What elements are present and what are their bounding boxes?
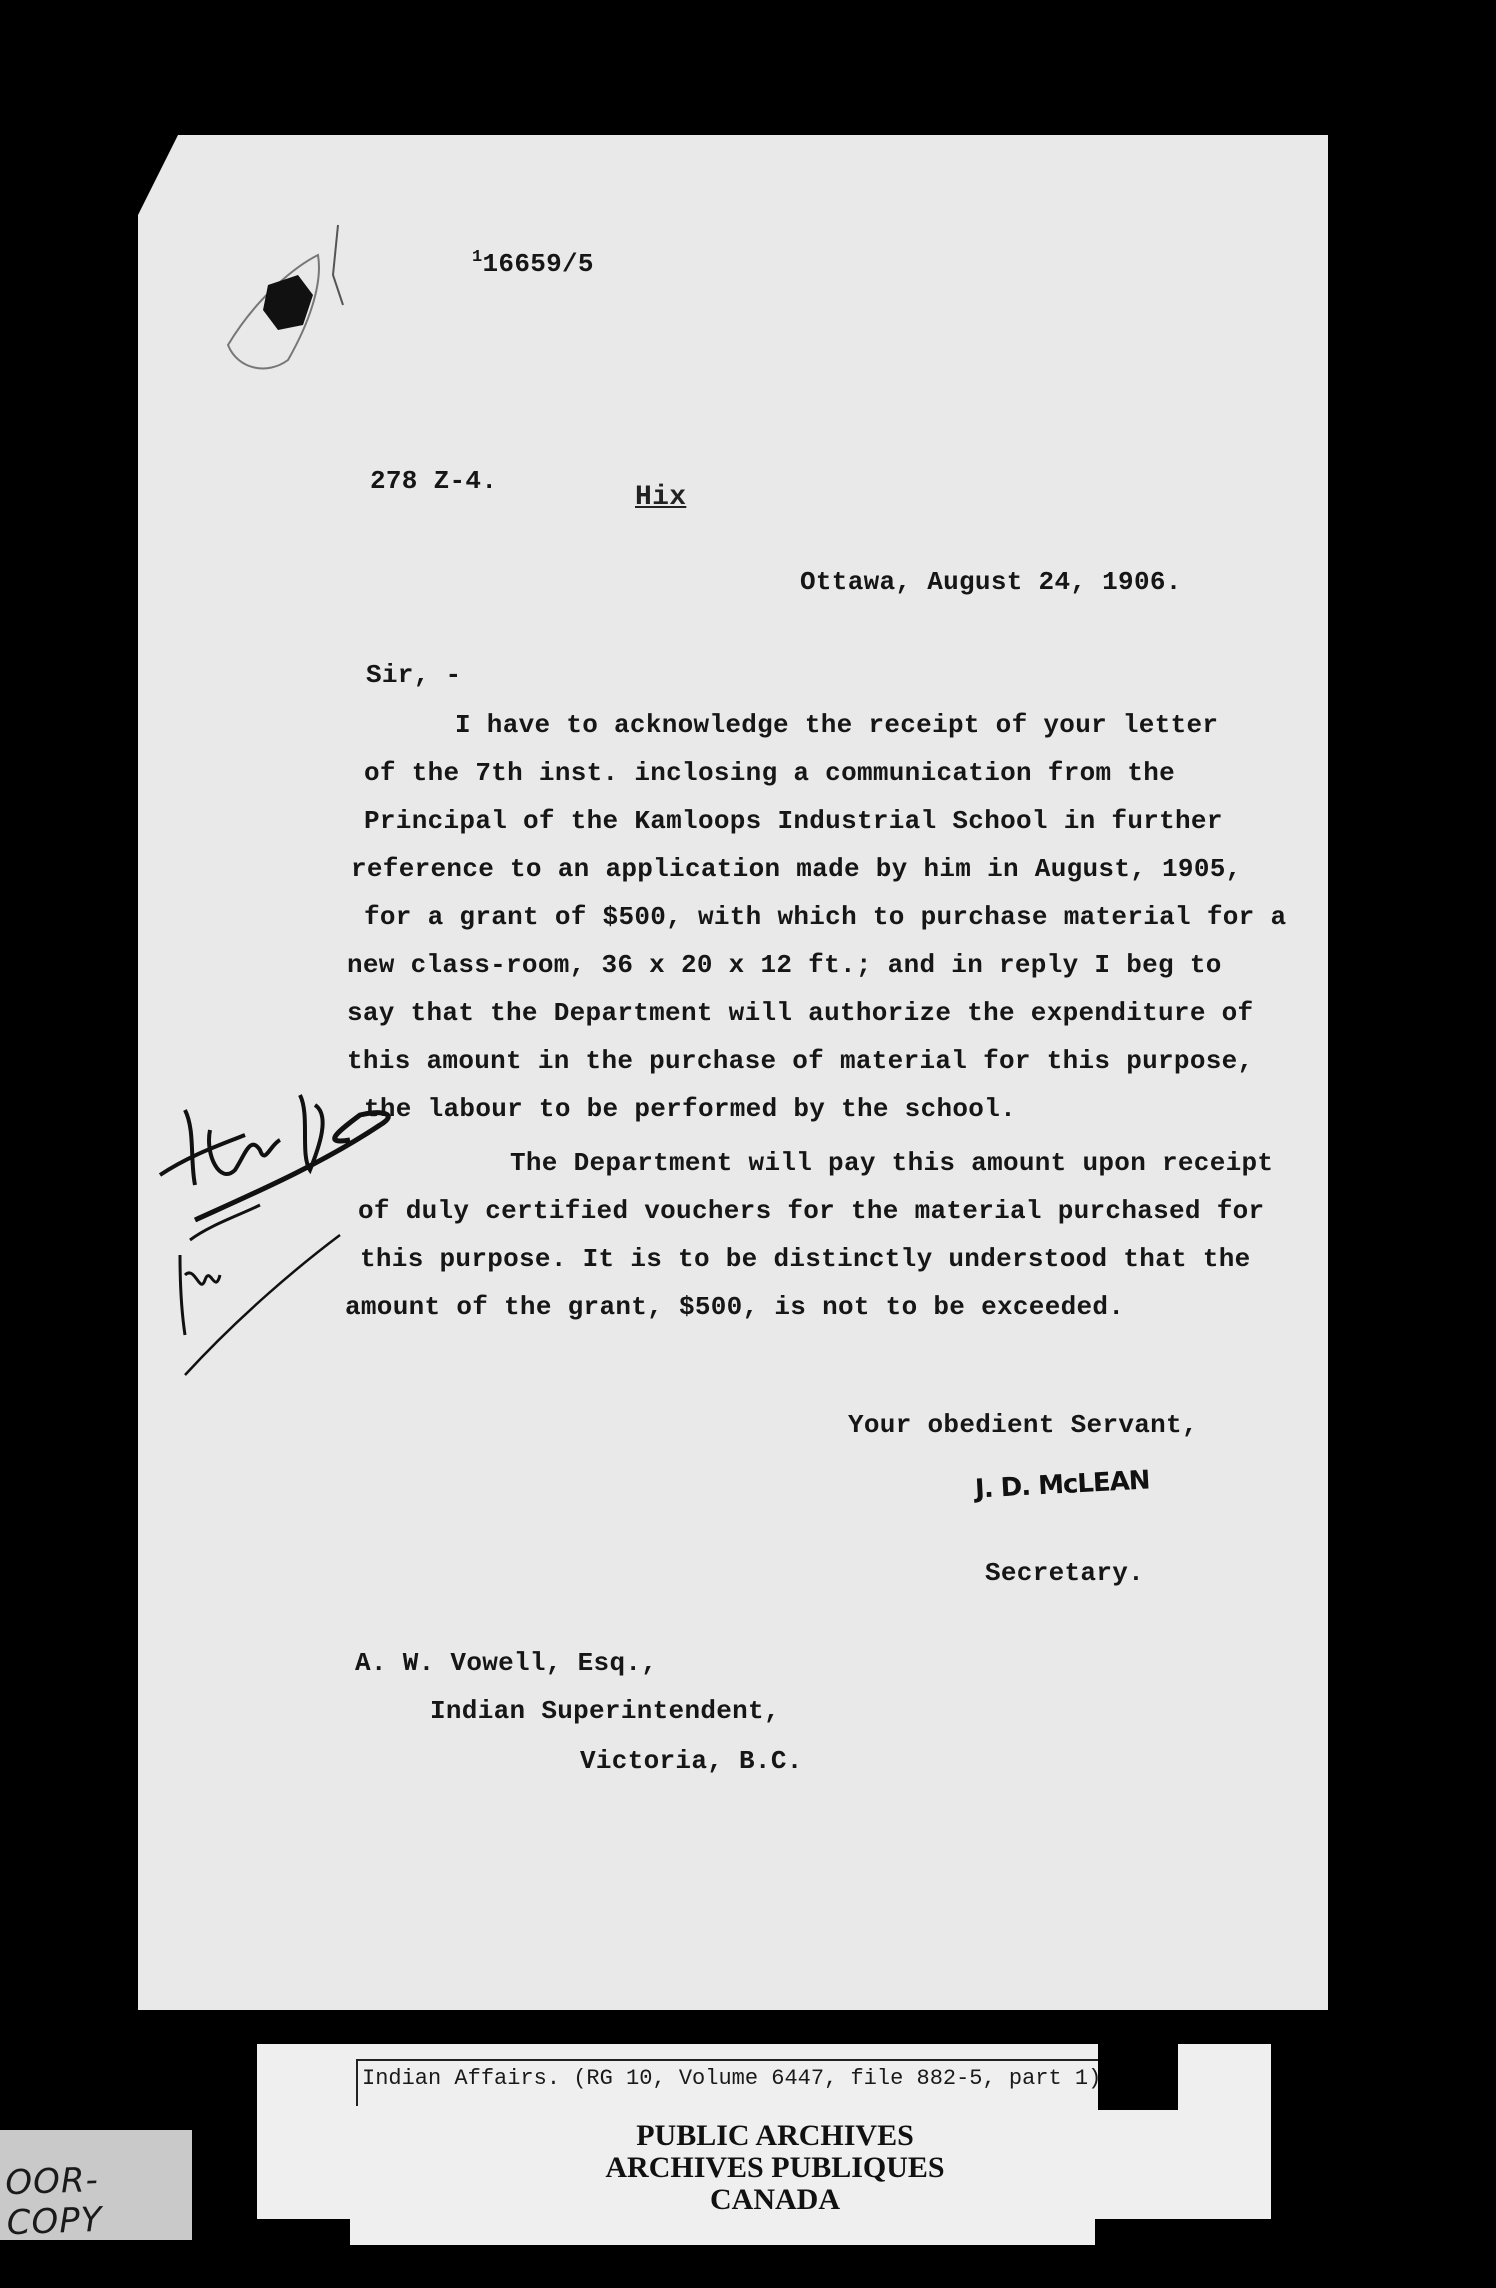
- paragraph-1-line: say that the Department will authorize the expenditure of: [347, 998, 1254, 1028]
- paragraph-1-line: for a grant of $500, with which to purchase material for a: [364, 902, 1287, 932]
- paragraph-1-line: reference to an application made by him in August, 1905,: [351, 854, 1242, 884]
- archives-stamp: [540, 2120, 1010, 2216]
- addressee-name: A. W. Vowell, Esq.,: [355, 1648, 658, 1678]
- addressee-title: Indian Superintendent,: [430, 1696, 780, 1726]
- paragraph-1-line: Principal of the Kamloops Industrial School in further: [364, 806, 1223, 836]
- reference-code: 278 Z-4.: [370, 466, 498, 496]
- poor-copy-tag: [0, 2130, 192, 2244]
- paragraph-1-line: this amount in the purchase of material for this purpose,: [347, 1046, 1254, 1076]
- paragraph-1-line: the labour to be performed by the school.: [364, 1094, 1017, 1124]
- archives-line-2: ARCHIVES PUBLIQUES: [605, 2151, 945, 2184]
- addressee-location: Victoria, B.C.: [580, 1746, 803, 1776]
- paragraph-1-line: I have to acknowledge the receipt of your letter: [455, 710, 1219, 740]
- paragraph-2-line: this purpose. It is to be distinctly understood that the: [360, 1244, 1251, 1274]
- reference-box-border: [355, 2058, 1100, 2108]
- salutation: Sir, -: [366, 660, 462, 690]
- stamp-mark: Hix: [635, 482, 687, 513]
- date-line: Ottawa, August 24, 1906.: [800, 567, 1182, 597]
- label-notch: [1098, 2040, 1178, 2110]
- punch-hole-mark: [138, 135, 358, 395]
- paragraph-1-line: of the 7th inst. inclosing a communication from the: [364, 758, 1176, 788]
- poor-copy-text: OOR-COPY: [4, 2160, 104, 2244]
- archives-line-1: PUBLIC ARCHIVES: [636, 2119, 914, 2152]
- paragraph-2-line: The Department will pay this amount upon receipt: [510, 1148, 1274, 1178]
- signer-title: Secretary.: [985, 1558, 1145, 1588]
- signature-stamp: J. D. McLEAN: [974, 1465, 1151, 1505]
- file-number: $^1$16659/5: [472, 248, 594, 279]
- paragraph-2-line: amount of the grant, $500, is not to be exceeded.: [345, 1292, 1125, 1322]
- paragraph-1-line: new class-room, 36 x 20 x 12 ft.; and in reply I beg to: [347, 950, 1222, 980]
- paragraph-2-line: of duly certified vouchers for the material purchased for: [358, 1196, 1265, 1226]
- archives-line-3: CANADA: [710, 2183, 840, 2216]
- archive-reference: Indian Affairs. (RG 10, Volume 6447, file 882-5, part 1): [362, 2066, 1102, 2091]
- closing: Your obedient Servant,: [848, 1410, 1198, 1440]
- handwritten-annotation: [150, 1075, 490, 1395]
- file-number-superscript: 1: [472, 248, 483, 267]
